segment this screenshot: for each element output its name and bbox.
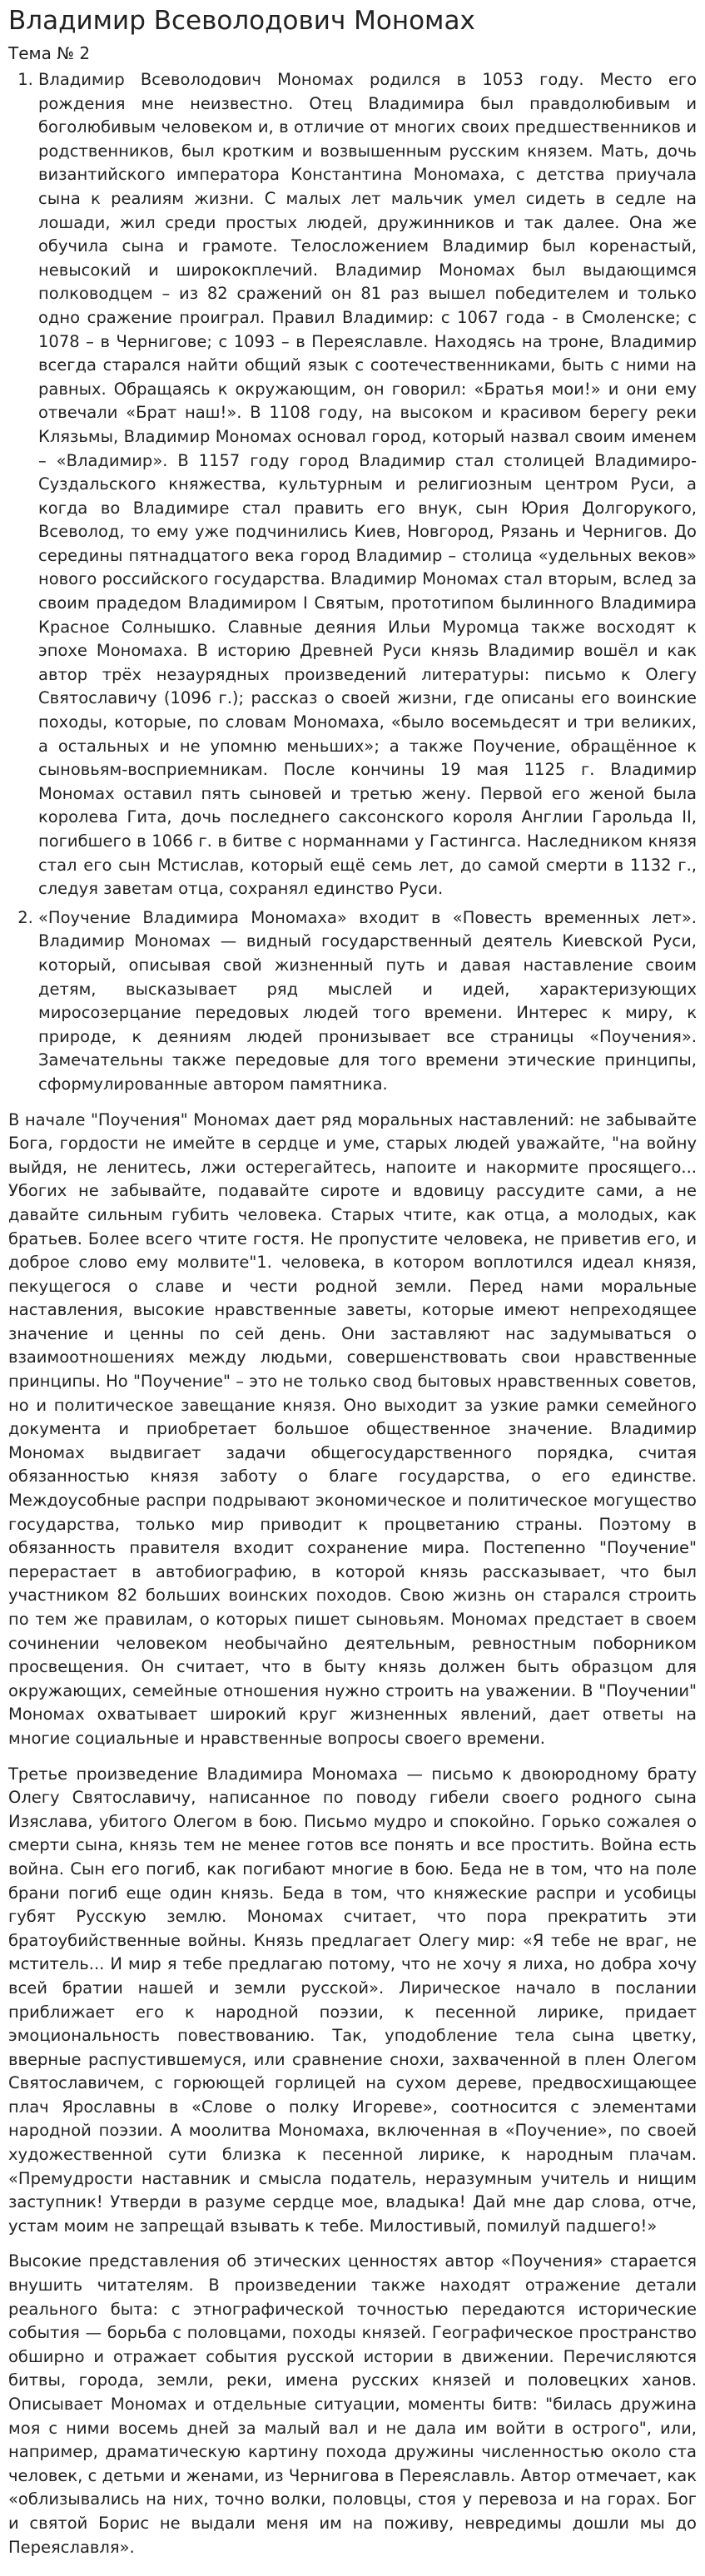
list-item: 1. Владимир Всеволодович Мономах родился в 1053 году. Место его рождения мне неизвестно. Отец Владимира был правдолюбивым и боголюбивым человеком и, в отличие от многих своих предшественников и родственников, был кротким и возвышенным русским князем. Мать, дочь византийского императора Константина Мономаха, с детства приучала сына к реалиям жизни. С малых лет мальчик умел сидеть в седле на лошади, жил среди простых людей, дружинников и так далее. Она же обучила сына и грамоте. Телосложением Владимир был коренастый, невысокий и ширококплечий. Владимир Мономах был выдающимся полководцем – из 82 сражений он 81 раз вышел победителем и только одно сражение проиграл. Правил Владимир: с 1067 года - в Смоленске; с 1078 – в Чернигове; с 1093 – в Переяславле. Находясь на троне, Владимир всегда старался найти общий язык с соотечественниками, быть с ними на равных. Обращаясь к окружающим, он говорил: «Братья мои!» и они ему отвечали «Брат наш!». В 1108 году, на высоком и красивом берегу реки Клязьмы, Владимир Мономах основал город, который назвал своим именем – «Владимир». В 1157 году город Владимир стал столицей Владимиро-Суздальского княжества, культурным и религиозным центром Руси, а когда во Владимире стал править его внук, сын Юрия Долгорукого, Всеволод, то ему уже подчинились Киев, Новгород, Рязань и Чернигов. До середины пятнадцатого века город Владимир – столица «удельных веков» нового российского государства. Владимир Мономах стал вторым, вслед за своим прадедом Владимиром I Святым, прототипом былинного Владимира Красное Солнышко. Славные деяния Ильи Муромца также восходят к эпохе Мономаха. В историю Древней Руси князь Владимир вошёл и как автор трёх незаурядных произведений литературы: письмо к Олегу Святославичу (1096 г.); рассказ о своей жизни, где описаны его воинские походы, которые, по словам Мономаха, «было восемьдесят и три великих, а остальных и не упомню меньших»; а также Поучение, обращённое к сыновьям-восприемникам. После кончины 19 мая 1125 г. Владимир Мономах оставил пять сыновей и третью жену. Первой его женой была королева Гита, дочь последнего саксонского короля Англии Гарольда II, погибшего в 1066 г. в битве с норманнами у Гастингса. Наследником князя стал его сын Мстислав, который ещё семь лет, до самой смерти в 1132 г., следуя заветам отца, сохранял единство Руси. xyxy=(38,68,697,901)
body-paragraph: В начале "Поучения" Мономах дает ряд моральных наставлений: не забывайте Бога, гордости не имейте в сердце и уме, старых людей уважайте, "на войну выйдя, не ленитесь, лжи остерегайтесь, напоите и накормите просящего... Убогих не забывайте, подавайте сироте и вдовицу рассудите сами, а не давайте сильным губить человека. Старых чтите, как отца, а молодых, как братьев. Более всего чтите гостя. Не пропустите человека, не приветив его, и доброе слово ему молвите"1. человека, в котором воплотился идеал князя, пекущегося о славе и чести родной земли. Перед нами моральные наставления, высокие нравственные заветы, которые имеют непреходящее значение и ценны по сей день. Они заставляют нас задумываться о взаимоотношениях между людьми, совершенствовать свои нравственные принципы. Но "Поучение" – это не только свод бытовых нравственных советов, но и политическое завещание князя. Оно выходит за узкие рамки семейного документа и приобретает большое общественное значение. Владимир Мономах выдвигает задачи общегосударственного порядка, считая обязанностью князя заботу о благе государства, о его единстве. Междоусобные распри подрывают экономическое и политическое могущество государства, только мир приводит к процветанию страны. Поэтому в обязанность правителя входит сохранение мира. Постепенно "Поучение" перерастает в автобиографию, в которой князь рассказывает, что был участником 82 больших воинских походов. Свою жизнь он старался строить по тем же правилам, о которых пишет сыновьям. Мономах предстает в своем сочинении человеком необычайно деятельным, ревностным поборником просвещения. Он считает, что в быту князь должен быть образцом для окружающих, семейные отношения нужно строить на уважении. В "Поучении" Мономах охватывает широкий круг жизненных явлений, дает ответы на многие социальные и нравственные вопросы своего времени. xyxy=(8,1109,697,1748)
page-title: Владимир Всеволодович Мономах xyxy=(8,6,475,36)
topic-label: Тема № 2 xyxy=(8,43,91,63)
body-paragraph: Третье произведение Владимира Мономаха — письмо к двоюродному брату Олегу Святославичу, написанное по поводу гибели своего родного сына Изяслава, убитого Олегом в бою. Письмо мудро и спокойно. Горько сожалея о смерти сына, князь тем не менее готов все понять и все простить. Война есть война. Сын его погиб, как погибают многие в бою. Беда не в том, что на поле брани погиб еще один князь. Беда в том, что княжеские распри и усобицы губят Русскую землю. Мономах считает, что пора прекратить эти братоубийственные войны. Князь предлагает Олегу мир: «Я тебе не враг, не мститель... И мир я тебе предлагаю потому, что не хочу я лиха, но добра хочу всей братии нашей и земли русской». Лирическое начало в послании приближает его к народной поэзии, к песенной лирике, придает эмоциональность повествованию. Так, уподобление тела сына цветку, вверные распустившемуся, или сравнение снохи, захваченной в плен Олегом Святославичем, с горюющей горлицей на сухом дереве, предвосхищающее плач Ярославны в «Слове о полку Игореве», соотносится с элементами народной поэзии. А моолитва Мономаха, включенная в «Поучение», по своей художественной сути близка к песенной лирике, к народным плачам. «Премудрости наставник и смысла податель, неразумным учитель и нищим заступник! Утверди в разуме сердце мое, владыка! Дай мне дар слова, отче, устам моим не запрещай взывать к тебе. Милостивый, помилуй падшего!» xyxy=(8,1764,697,2236)
list-item: 2. «Поучение Владимира Мономаха» входит в «Повесть временных лет». Владимир Мономах — видный государственный деятель Киевской Руси, который, описывая свой жизненный путь и давая наставление своим детям, высказывает ряд мыслей и идей, характеризующих миросозерцание передовых людей того времени. Интерес к миру, к природе, к деяниям людей пронизывает все страницы «Поучения». Замечательны также передовые для того времени этические принципы, сформулированные автором памятника. xyxy=(38,906,697,1097)
numbered-list xyxy=(8,68,697,1097)
body-paragraph: Высокие представления об этических ценностях автор «Поучения» старается внушить читателям. В произведении также находят отражение детали реального быта: с этнографической точностью передаются исторические события — борьба с половцами, походы князей. Географическое пространство обширно и отражает события русской истории в движении. Перечисляются битвы, города, земли, реки, имена русских князей и половецких ханов. Описывает Мономах и отдельные ситуации, моменты битв: "билась дружина моя с ними восемь дней за малый вал и не дала им войти в острого", или, например, драматическую картину похода дружины численностью около ста человек, с детьми и женами, из Чернигова в Переяславль. Автор отмечает, как «облизывались на них, точно волки, половцы, стоя у перевоза и на горах. Бог и святой Борис не выдали меня им на поживу, невредимы дошли мы до Переяславля». xyxy=(8,2251,697,2557)
